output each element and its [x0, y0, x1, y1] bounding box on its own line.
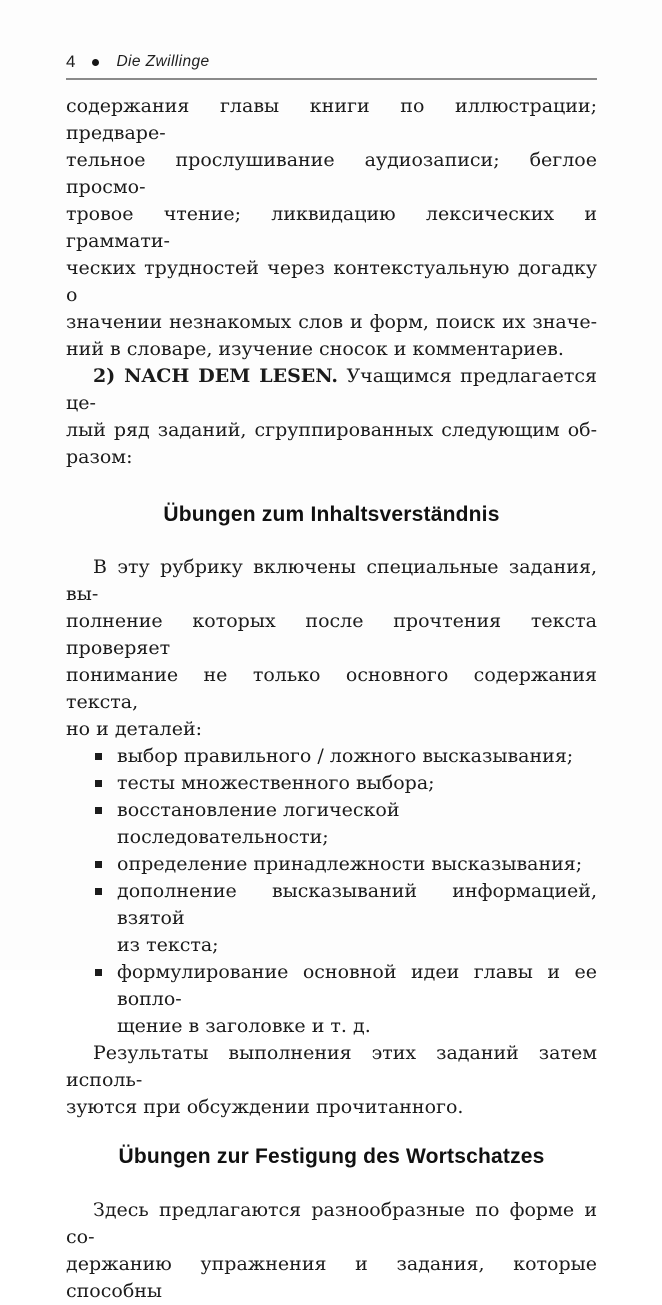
page-number: 4: [66, 51, 76, 71]
text-line: [66, 363, 597, 417]
paragraph-2: [66, 363, 597, 471]
section-heading-inhaltsverstaendnis: Übungen zum Inhaltsverständnis: [163, 503, 500, 526]
text-line: но и деталей:: [66, 718, 203, 740]
text-line: ческих трудностей через контекстуальную догадку о: [66, 257, 597, 306]
paragraph-3: [66, 554, 597, 743]
text-line: тельное прослушивание аудиозаписи; беглое просмо-: [66, 149, 597, 198]
text-line: формулирование основной идеи главы и ее вопло-: [117, 961, 597, 1010]
text-line: тровое чтение; ликвидацию лексических и граммати-: [66, 203, 597, 252]
text-line: дополнение высказываний информацией, взятой: [117, 880, 597, 929]
list-item: [66, 878, 597, 959]
list-item: [66, 743, 597, 770]
square-bullet-icon: [95, 780, 102, 787]
list-item: [66, 770, 597, 797]
bullet-list: [66, 743, 597, 1040]
bold-lead: 2) NACH DEM LESEN.: [93, 365, 339, 387]
list-item: [66, 851, 597, 878]
square-bullet-icon: [95, 753, 102, 760]
text-line: разом:: [66, 446, 133, 468]
list-item: [66, 797, 597, 851]
text-line: Здесь предлагаются разнообразные по форме и со-: [66, 1199, 597, 1248]
square-bullet-icon: [95, 861, 102, 868]
paragraph-1: [66, 93, 597, 363]
text-line: зуются при обсуждении прочитанного.: [66, 1096, 464, 1118]
lead-line-rest: Учащимся предлагается це-: [66, 365, 598, 414]
text-line: В эту рубрику включены специальные задания, вы-: [66, 556, 597, 605]
text-line: выбор правильного / ложного высказывания;: [117, 745, 574, 767]
text-line: ний в словаре, изучение сносок и комментариев.: [66, 338, 564, 360]
list-item: [66, 959, 597, 1040]
text-line: щение в заголовке и т. д.: [117, 1015, 371, 1037]
running-title: Die Zwillinge: [116, 52, 210, 70]
square-bullet-icon: [95, 888, 102, 895]
section-heading-wortschatz: Übungen zur Festigung des Wortschatzes: [118, 1145, 545, 1168]
text-line: определение принадлежности высказывания;: [117, 853, 583, 875]
paragraph-5: [66, 1197, 597, 1305]
square-bullet-icon: [95, 969, 102, 976]
text-line: тесты множественного выбора;: [117, 772, 435, 794]
square-bullet-icon: [95, 807, 102, 814]
text-line: значении незнакомых слов и форм, поиск их значе-: [66, 311, 597, 333]
text-line: лый ряд заданий, сгруппированных следующим об-: [66, 419, 597, 441]
paragraph-4: [66, 1040, 597, 1121]
text-line: понимание не только основного содержания текста,: [66, 664, 597, 713]
text-line: из текста;: [117, 934, 219, 956]
text-line: содержания главы книги по иллюстрации; предваре-: [66, 95, 597, 144]
text-line: полнение которых после прочтения текста проверяет: [66, 610, 597, 659]
header-rule: [66, 78, 597, 80]
running-header: [66, 50, 597, 72]
dot-separator-icon: [92, 59, 99, 66]
text-line: восстановление логической последовательности;: [117, 799, 400, 848]
text-line: Результаты выполнения этих заданий затем исполь-: [66, 1042, 597, 1091]
text-line: держанию упражнения и задания, которые способны: [66, 1253, 597, 1302]
